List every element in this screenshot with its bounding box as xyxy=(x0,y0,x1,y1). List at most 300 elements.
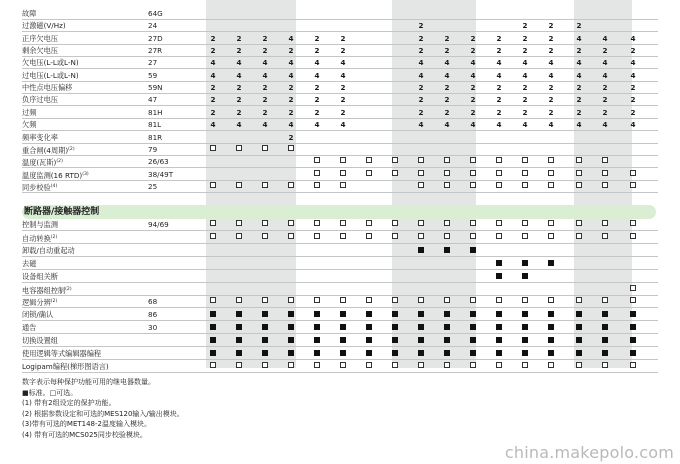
optional-square-icon xyxy=(442,181,452,193)
relay-count: 4 xyxy=(576,58,582,68)
optional-square-icon xyxy=(390,361,400,373)
standard-square-icon xyxy=(494,271,504,283)
relay-count: 2 xyxy=(262,95,268,105)
relay-count: 4 xyxy=(522,58,528,68)
row-divider xyxy=(22,269,658,270)
function-name: 卸载/自动重起动 xyxy=(22,245,75,255)
optional-square-icon xyxy=(234,232,244,244)
standard-square-icon xyxy=(286,322,296,334)
relay-count: 4 xyxy=(210,70,216,80)
table-row xyxy=(22,82,658,94)
optional-square-icon xyxy=(574,219,584,231)
standard-square-icon xyxy=(546,309,556,321)
relay-count: 4 xyxy=(288,70,294,80)
optional-square-icon xyxy=(520,156,530,168)
footnote-ref: (3) xyxy=(82,171,89,177)
standard-square-icon xyxy=(600,335,610,347)
relay-count: 2 xyxy=(496,46,502,56)
table-row xyxy=(22,322,658,334)
optional-square-icon xyxy=(520,361,530,373)
relay-count: 2 xyxy=(418,83,424,93)
optional-square-icon xyxy=(546,361,556,373)
ansi-code: 47 xyxy=(148,95,158,105)
relay-count: 2 xyxy=(602,83,608,93)
relay-count: 2 xyxy=(288,132,294,142)
standard-square-icon xyxy=(312,322,322,334)
footnote-2: (1) 带有2组设定的保护功能。 xyxy=(22,399,116,407)
relay-count: 2 xyxy=(314,46,320,56)
optional-square-icon xyxy=(208,232,218,244)
relay-count: 2 xyxy=(602,95,608,105)
optional-square-icon xyxy=(234,361,244,373)
optional-square-icon xyxy=(574,361,584,373)
relay-count: 2 xyxy=(630,107,636,117)
relay-count: 2 xyxy=(548,107,554,117)
optional-square-icon xyxy=(260,296,270,308)
relay-count: 4 xyxy=(602,33,608,43)
standard-square-icon xyxy=(442,322,452,334)
standard-square-icon xyxy=(494,335,504,347)
relay-count: 2 xyxy=(262,107,268,117)
optional-square-icon xyxy=(312,219,322,231)
table-row xyxy=(22,284,658,296)
footnote-0: 数字表示每种保护功能可用的继电器数量。 xyxy=(22,378,155,386)
optional-square-icon xyxy=(628,219,638,231)
standard-square-icon xyxy=(600,348,610,360)
standard-square-icon xyxy=(442,348,452,360)
standard-square-icon xyxy=(628,335,638,347)
optional-square-icon xyxy=(260,144,270,156)
optional-square-icon xyxy=(442,169,452,181)
optional-square-icon xyxy=(338,156,348,168)
optional-square-icon xyxy=(364,232,374,244)
optional-square-icon xyxy=(312,156,322,168)
relay-count: 2 xyxy=(522,95,528,105)
table-row xyxy=(22,245,658,257)
ansi-code: 27D xyxy=(148,33,163,43)
relay-count: 4 xyxy=(340,70,346,80)
optional-square-icon xyxy=(312,361,322,373)
optional-square-icon xyxy=(442,296,452,308)
footnote-4: (3)带有可选的MET148-2温度输入模块。 xyxy=(22,420,151,428)
optional-square-icon xyxy=(494,219,504,231)
ansi-code: 64G xyxy=(148,9,163,18)
relay-count: 2 xyxy=(340,107,346,117)
standard-square-icon xyxy=(520,309,530,321)
relay-count: 4 xyxy=(470,70,476,80)
row-divider xyxy=(22,282,658,283)
table-row xyxy=(22,8,658,20)
relay-count: 4 xyxy=(576,120,582,130)
optional-square-icon xyxy=(442,232,452,244)
relay-count: 4 xyxy=(548,58,554,68)
relay-count: 4 xyxy=(522,120,528,130)
relay-count: 2 xyxy=(418,21,424,31)
ansi-code: 30 xyxy=(148,323,158,333)
standard-square-icon xyxy=(546,348,556,360)
table-row xyxy=(22,335,658,347)
relay-count: 4 xyxy=(630,33,636,43)
function-name: 温度(瓦斯)$^{(2)}$ xyxy=(22,158,63,168)
relay-count: 4 xyxy=(576,33,582,43)
relay-count: 4 xyxy=(602,120,608,130)
optional-square-icon xyxy=(600,232,610,244)
relay-count: 2 xyxy=(340,95,346,105)
optional-square-icon xyxy=(442,219,452,231)
relay-count: 2 xyxy=(262,83,268,93)
optional-square-icon xyxy=(234,296,244,308)
optional-square-icon xyxy=(234,181,244,193)
function-name: 逻辑分辨$^{(2)}$ xyxy=(22,298,58,308)
standard-square-icon xyxy=(494,348,504,360)
optional-square-icon xyxy=(260,361,270,373)
optional-square-icon xyxy=(628,169,638,181)
optional-square-icon xyxy=(416,169,426,181)
standard-square-icon xyxy=(442,335,452,347)
standard-square-icon xyxy=(286,335,296,347)
relay-count: 4 xyxy=(262,58,268,68)
standard-square-icon xyxy=(364,348,374,360)
standard-square-icon xyxy=(442,309,452,321)
footnote-ref: (2) xyxy=(65,286,72,292)
ansi-code: 59N xyxy=(148,83,163,93)
relay-count: 4 xyxy=(496,120,502,130)
optional-square-icon xyxy=(574,181,584,193)
relay-count: 4 xyxy=(630,58,636,68)
table-row xyxy=(22,271,658,283)
relay-count: 2 xyxy=(210,83,216,93)
relay-count: 4 xyxy=(236,70,242,80)
optional-square-icon xyxy=(286,144,296,156)
standard-square-icon xyxy=(442,245,452,257)
optional-square-icon xyxy=(546,156,556,168)
optional-square-icon xyxy=(520,181,530,193)
optional-square-icon xyxy=(208,181,218,193)
table-row xyxy=(22,232,658,244)
relay-count: 2 xyxy=(418,107,424,117)
optional-square-icon xyxy=(416,181,426,193)
optional-square-icon xyxy=(600,296,610,308)
relay-count: 2 xyxy=(470,46,476,56)
table-row xyxy=(22,169,658,181)
standard-square-icon xyxy=(520,348,530,360)
relay-count: 2 xyxy=(548,33,554,43)
optional-square-icon xyxy=(546,181,556,193)
optional-square-icon xyxy=(312,169,322,181)
relay-count: 2 xyxy=(288,46,294,56)
relay-count: 2 xyxy=(548,95,554,105)
standard-square-icon xyxy=(468,322,478,334)
relay-count: 2 xyxy=(444,33,450,43)
relay-count: 2 xyxy=(576,21,582,31)
optional-square-icon xyxy=(208,361,218,373)
optional-square-icon xyxy=(208,144,218,156)
optional-square-icon xyxy=(468,169,478,181)
optional-square-icon xyxy=(628,296,638,308)
optional-square-icon xyxy=(520,219,530,231)
relay-count: 2 xyxy=(630,83,636,93)
standard-square-icon xyxy=(468,348,478,360)
optional-square-icon xyxy=(442,361,452,373)
table-row xyxy=(22,132,658,144)
standard-square-icon xyxy=(546,335,556,347)
optional-square-icon xyxy=(286,181,296,193)
optional-square-icon xyxy=(208,219,218,231)
relay-count: 2 xyxy=(314,83,320,93)
optional-square-icon xyxy=(338,181,348,193)
optional-square-icon xyxy=(286,361,296,373)
optional-square-icon xyxy=(494,232,504,244)
relay-count: 2 xyxy=(236,46,242,56)
standard-square-icon xyxy=(520,322,530,334)
ansi-code: 25 xyxy=(148,181,158,191)
standard-square-icon xyxy=(628,309,638,321)
standard-square-icon xyxy=(364,322,374,334)
standard-square-icon xyxy=(364,309,374,321)
relay-count: 4 xyxy=(288,120,294,130)
optional-square-icon xyxy=(416,219,426,231)
ansi-code: 26/63 xyxy=(148,157,169,167)
optional-square-icon xyxy=(520,232,530,244)
relay-count: 4 xyxy=(496,58,502,68)
relay-count: 2 xyxy=(522,33,528,43)
standard-square-icon xyxy=(416,245,426,257)
relay-count: 4 xyxy=(444,58,450,68)
relay-count: 2 xyxy=(576,95,582,105)
relay-count: 2 xyxy=(288,83,294,93)
standard-square-icon xyxy=(260,309,270,321)
optional-square-icon xyxy=(494,156,504,168)
optional-square-icon xyxy=(546,296,556,308)
relay-count: 2 xyxy=(576,107,582,117)
relay-count: 2 xyxy=(262,33,268,43)
optional-square-icon xyxy=(628,181,638,193)
optional-square-icon xyxy=(494,296,504,308)
function-name: 去磁 xyxy=(22,258,37,268)
function-name: 设备组关断 xyxy=(22,271,58,281)
relay-count: 2 xyxy=(444,107,450,117)
standard-square-icon xyxy=(416,348,426,360)
ansi-code: 27R xyxy=(148,46,163,56)
relay-count: 2 xyxy=(340,83,346,93)
standard-square-icon xyxy=(208,322,218,334)
standard-square-icon xyxy=(390,309,400,321)
footnote-ref: (4) xyxy=(50,183,58,189)
relay-count: 2 xyxy=(418,33,424,43)
table-row xyxy=(22,258,658,270)
optional-square-icon xyxy=(468,232,478,244)
standard-square-icon xyxy=(494,322,504,334)
relay-count: 4 xyxy=(444,70,450,80)
optional-square-icon xyxy=(574,296,584,308)
relay-count: 4 xyxy=(444,120,450,130)
relay-count: 2 xyxy=(548,21,554,31)
relay-count: 4 xyxy=(262,120,268,130)
standard-square-icon xyxy=(628,322,638,334)
standard-square-icon xyxy=(600,322,610,334)
standard-square-icon xyxy=(546,322,556,334)
optional-square-icon xyxy=(286,232,296,244)
function-name: 电容器组控制$^{(2)}$ xyxy=(22,285,72,295)
optional-square-icon xyxy=(628,232,638,244)
table-row xyxy=(22,94,658,106)
standard-square-icon xyxy=(416,322,426,334)
optional-square-icon xyxy=(364,156,374,168)
optional-square-icon xyxy=(208,296,218,308)
optional-square-icon xyxy=(468,181,478,193)
standard-square-icon xyxy=(364,335,374,347)
relay-count: 2 xyxy=(470,83,476,93)
relay-count: 2 xyxy=(210,107,216,117)
footnote-ref: (2) xyxy=(68,146,75,152)
relay-count: 4 xyxy=(470,58,476,68)
optional-square-icon xyxy=(364,219,374,231)
optional-square-icon xyxy=(312,232,322,244)
function-name: Logipam编程(梯形图语言) xyxy=(22,361,109,371)
ansi-code: 79 xyxy=(148,144,158,154)
optional-square-icon xyxy=(364,296,374,308)
function-name: 欠电压(L-L或L-N) xyxy=(22,58,79,68)
function-name: 温度监测(16 RTD)$^{(3)}$ xyxy=(22,170,89,180)
relay-count: 4 xyxy=(548,70,554,80)
relay-count: 2 xyxy=(418,95,424,105)
relay-count: 4 xyxy=(418,58,424,68)
section-header xyxy=(22,205,656,219)
optional-square-icon xyxy=(390,232,400,244)
optional-square-icon xyxy=(416,156,426,168)
footnote-3: (2) 根据参数设定和可选的MES120输入/输出模块。 xyxy=(22,409,184,418)
relay-count: 2 xyxy=(576,46,582,56)
section-title: 断路器/接触器控制 xyxy=(24,207,100,217)
optional-square-icon xyxy=(520,169,530,181)
optional-square-icon xyxy=(312,296,322,308)
optional-square-icon xyxy=(338,169,348,181)
optional-square-icon xyxy=(546,232,556,244)
optional-square-icon xyxy=(468,156,478,168)
relay-count: 2 xyxy=(602,107,608,117)
standard-square-icon xyxy=(338,309,348,321)
standard-square-icon xyxy=(234,335,244,347)
function-name: 闭锁/确认 xyxy=(22,310,54,320)
function-name: 使用逻辑等式编辑器编程 xyxy=(22,349,102,358)
optional-square-icon xyxy=(234,144,244,156)
standard-square-icon xyxy=(520,258,530,270)
relay-count: 4 xyxy=(314,120,320,130)
ansi-code: 27 xyxy=(148,58,158,68)
footnote-ref: (2) xyxy=(50,234,58,240)
relay-count: 4 xyxy=(418,120,424,130)
table-row xyxy=(22,119,658,131)
optional-square-icon xyxy=(520,296,530,308)
standard-square-icon xyxy=(390,322,400,334)
optional-square-icon xyxy=(364,361,374,373)
optional-square-icon xyxy=(574,169,584,181)
relay-count: 2 xyxy=(210,46,216,56)
standard-square-icon xyxy=(468,335,478,347)
table-row xyxy=(22,45,658,57)
optional-square-icon xyxy=(600,361,610,373)
optional-square-icon xyxy=(234,219,244,231)
standard-square-icon xyxy=(260,348,270,360)
relay-count: 4 xyxy=(314,58,320,68)
standard-square-icon xyxy=(520,271,530,283)
relay-count: 2 xyxy=(602,46,608,56)
table-row xyxy=(22,181,658,193)
optional-square-icon xyxy=(338,361,348,373)
table-row xyxy=(22,348,658,360)
relay-count: 2 xyxy=(496,33,502,43)
function-name: 故障 xyxy=(22,9,37,18)
relay-count: 2 xyxy=(236,83,242,93)
relay-count: 2 xyxy=(522,83,528,93)
relay-count: 2 xyxy=(630,95,636,105)
footnote-1: ■标准。□可选。 xyxy=(22,388,78,397)
optional-square-icon xyxy=(628,284,638,296)
optional-square-icon xyxy=(546,169,556,181)
relay-count: 2 xyxy=(418,46,424,56)
optional-square-icon xyxy=(600,169,610,181)
function-name: 过频 xyxy=(22,107,37,117)
relay-count: 2 xyxy=(210,33,216,43)
standard-square-icon xyxy=(600,309,610,321)
standard-square-icon xyxy=(208,335,218,347)
standard-square-icon xyxy=(416,309,426,321)
table-row xyxy=(22,296,658,308)
standard-square-icon xyxy=(286,309,296,321)
function-name: 通告 xyxy=(22,323,37,333)
table-row xyxy=(22,20,658,32)
standard-square-icon xyxy=(468,245,478,257)
relay-count: 4 xyxy=(496,70,502,80)
relay-count: 2 xyxy=(444,95,450,105)
standard-square-icon xyxy=(574,309,584,321)
relay-count: 4 xyxy=(288,58,294,68)
relay-count: 4 xyxy=(630,120,636,130)
standard-square-icon xyxy=(468,309,478,321)
row-divider xyxy=(22,256,658,257)
relay-count: 2 xyxy=(630,46,636,56)
relay-count: 2 xyxy=(522,107,528,117)
standard-square-icon xyxy=(390,335,400,347)
function-name: 剩余欠电压 xyxy=(22,46,58,56)
optional-square-icon xyxy=(260,232,270,244)
relay-count: 4 xyxy=(262,70,268,80)
standard-square-icon xyxy=(312,335,322,347)
optional-square-icon xyxy=(286,219,296,231)
optional-square-icon xyxy=(364,169,374,181)
relay-count: 2 xyxy=(262,46,268,56)
relay-count: 4 xyxy=(340,58,346,68)
footnote-5: (4) 带有可选的MCS025同步校验模块。 xyxy=(22,430,147,439)
optional-square-icon xyxy=(416,296,426,308)
optional-square-icon xyxy=(494,169,504,181)
ansi-code: 81H xyxy=(148,107,163,117)
relay-count: 4 xyxy=(210,58,216,68)
relay-count: 2 xyxy=(576,83,582,93)
standard-square-icon xyxy=(338,335,348,347)
standard-square-icon xyxy=(208,309,218,321)
function-name: 正序欠电压 xyxy=(22,33,58,43)
relay-count: 4 xyxy=(236,58,242,68)
optional-square-icon xyxy=(286,296,296,308)
optional-square-icon xyxy=(600,156,610,168)
relay-count: 4 xyxy=(418,70,424,80)
function-name: 重合闸(4周期)$^{(2)}$ xyxy=(22,145,75,155)
relay-count: 2 xyxy=(444,46,450,56)
function-name: 同步校验$^{(4)}$ xyxy=(22,182,58,192)
standard-square-icon xyxy=(494,258,504,270)
relay-count: 2 xyxy=(314,33,320,43)
